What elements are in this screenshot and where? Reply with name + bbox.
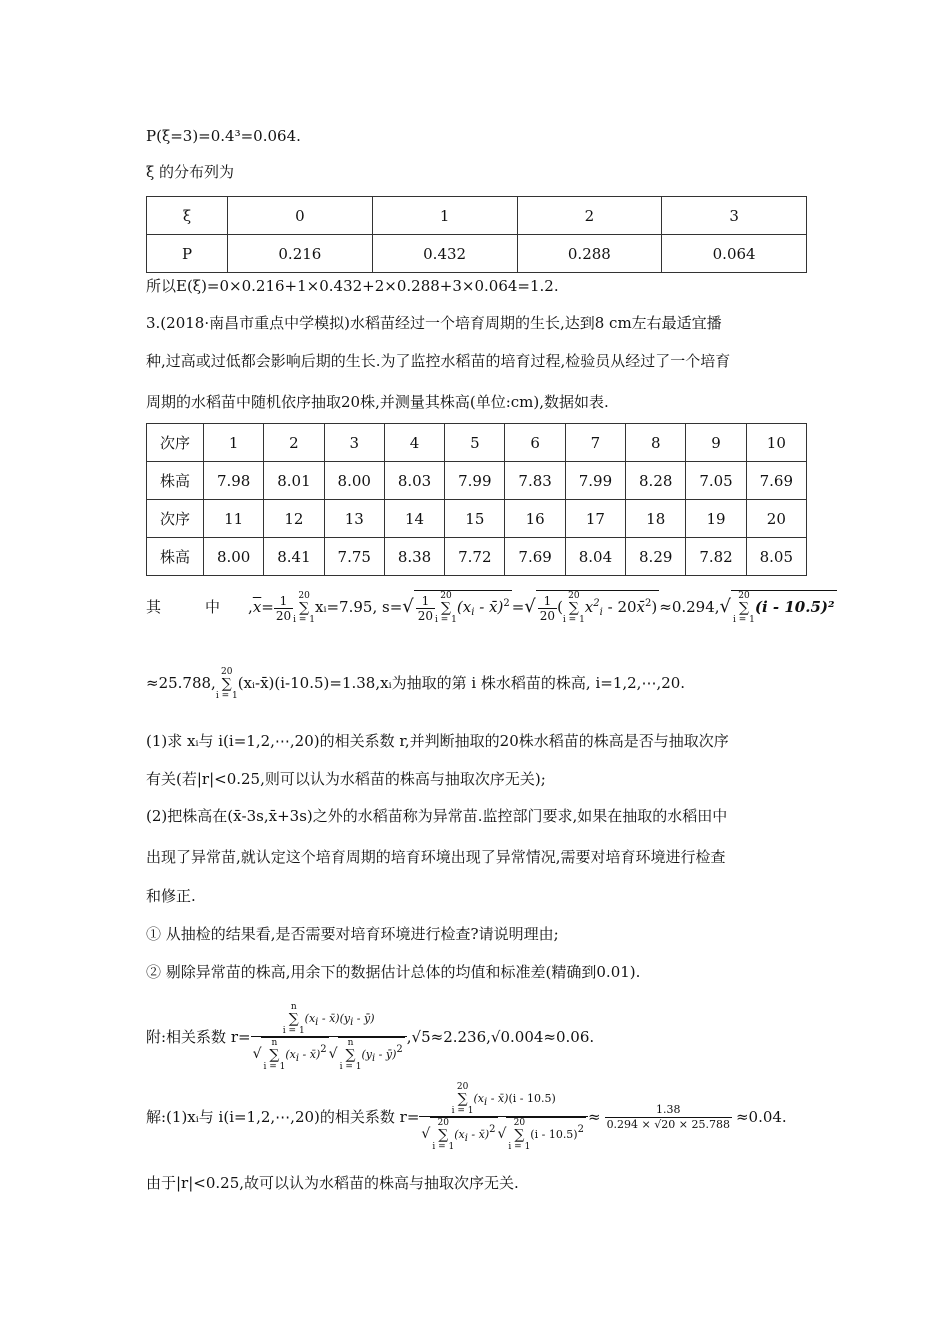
table-cell: 7.83 [505, 462, 565, 500]
subquestion-1-line-2: 有关(若|r|<0.25,则可以认为水稻苗的株高与抽取次序无关); [146, 770, 546, 788]
table-cell: 13 [324, 500, 384, 538]
fraction: $\frac{1}{20}$ [275, 593, 292, 623]
table-cell: 8.01 [264, 462, 324, 500]
table-cell: ξ [147, 197, 228, 235]
table-cell: 1 [204, 424, 264, 462]
table-cell: 0 [228, 197, 373, 235]
table-cell: 7 [565, 424, 625, 462]
table-cell: 7.72 [445, 538, 505, 576]
table-cell: 2 [517, 197, 662, 235]
solution-denominator: 0.294 × √20 × 25.788 [606, 1117, 730, 1131]
table-cell: 15 [445, 500, 505, 538]
subquestion-2-part-1: ① 从抽检的结果看,是否需要对培育环境进行检查?请说明理由; [146, 925, 559, 943]
subquestion-2-line-2: 出现了异常苗,就认定这个培育周期的培育环境出现了异常情况,需要对培育环境进行检查 [146, 848, 726, 866]
table-cell: 8.38 [384, 538, 444, 576]
table-cell: 7.82 [686, 538, 746, 576]
table-row [147, 462, 807, 500]
subquestion-2-line-3: 和修正. [146, 887, 196, 905]
table-cell: 8 [626, 424, 686, 462]
appendix-label: 附:相关系数 r= [146, 1028, 251, 1046]
sqrt-body: (i - 10.5)² [754, 598, 835, 616]
table-row [147, 500, 807, 538]
table-cell: 株高 [147, 462, 204, 500]
appendix-formula: 附:相关系数 r= n ∑ i = 1 (xi - x̄)(yi - ȳ) √ n ∑ i = 1 (xi - x̄)2 √ n ∑ i = 1 (yi - ȳ)2 ,√5≈2.236,√0.004≈0.06. [146, 1002, 595, 1072]
table-cell: 7.99 [445, 462, 505, 500]
approx-25: ≈25.788, [146, 674, 216, 692]
expectation-line: 所以E(ξ)=0×0.216+1×0.432+2×0.288+3×0.064=1.2. [146, 277, 559, 295]
table-cell: 8.00 [204, 538, 264, 576]
table-cell: 3 [324, 424, 384, 462]
formula-line-1: 其 中 $,\overline{x}=$ $\frac{1}{20}$ 20 ∑ i = 1 xᵢ=7.95, s=√ $\frac{1}{20}$ 20 ∑ i = 1 ($x_i$ - x̄)$^2$ =√ $\frac{1}{20}$ ( 20 ∑ i = 1 $x^2_i$ - 20x̄$^2$) ≈0.294,√ 20 ∑ i = 1 (i - 10.5)² [146, 591, 835, 625]
table-cell: 11 [204, 500, 264, 538]
solution-numerator: 1.38 [605, 1103, 732, 1118]
table-cell: 16 [505, 500, 565, 538]
table-cell: 8.00 [324, 462, 384, 500]
table-cell: 8.28 [626, 462, 686, 500]
table-cell: 14 [384, 500, 444, 538]
appendix-tail: ,√5≈2.236,√0.004≈0.06. [406, 1028, 595, 1046]
table-cell: P [147, 235, 228, 273]
table-cell: 2 [264, 424, 324, 462]
p-xi-3-line: P(ξ=3)=0.4³=0.064. [146, 127, 301, 145]
solution-tail: ≈0.04. [735, 1108, 787, 1126]
sum-symbol: 20 ∑ i = 1 [293, 591, 316, 625]
question-3-line-1: 3.(2018·南昌市重点中学模拟)水稻苗经过一个培育周期的生长,达到8 cm左右最适宜播 [146, 314, 722, 332]
solution-label: 解:(1)xᵢ与 i(i=1,2,⋯,20)的相关系数 r= [146, 1108, 420, 1126]
distribution-intro: ξ 的分布列为 [146, 163, 235, 181]
table-cell: 20 [746, 500, 806, 538]
subquestion-2-line-1: (2)把株高在(x̄-3s,x̄+3s)之外的水稻苗称为异常苗.监控部门要求,如果在抽取的水稻田中 [146, 807, 728, 825]
table-cell: 5 [445, 424, 505, 462]
height-table [146, 423, 807, 576]
table-cell: 8.29 [626, 538, 686, 576]
table-cell: 0.288 [517, 235, 662, 273]
subquestion-1-line-1: (1)求 xᵢ与 i(i=1,2,⋯,20)的相关系数 r,并判断抽取的20株水稻苗的株高是否与抽取次序 [146, 732, 729, 750]
table-cell: 7.05 [686, 462, 746, 500]
table-cell: 8.41 [264, 538, 324, 576]
table-cell: 8.03 [384, 462, 444, 500]
table-row [147, 538, 807, 576]
table-cell: 17 [565, 500, 625, 538]
table-cell: 8.04 [565, 538, 625, 576]
table-cell: 7.98 [204, 462, 264, 500]
sum-text: (xᵢ-x̄)(i-10.5)=1.38,xᵢ为抽取的第 i 株水稻苗的株高, i=1,2,⋯,20. [237, 674, 686, 692]
table-cell: 9 [686, 424, 746, 462]
question-3-line-2: 种,过高或过低都会影响后期的生长.为了监控水稻苗的培育过程,检验员从经过了一个培育 [146, 352, 731, 370]
question-3-line-3: 周期的水稻苗中随机依序抽取20株,并测量其株高(单位:cm),数据如表. [146, 393, 609, 411]
table-cell: 7.75 [324, 538, 384, 576]
table-cell: 7.69 [746, 462, 806, 500]
approx-text: ≈0.294, [659, 598, 720, 616]
mean-text: xᵢ=7.95, s= [315, 598, 403, 616]
table-cell: 10 [746, 424, 806, 462]
zhong-char: 中 [205, 598, 221, 616]
table-cell: 19 [686, 500, 746, 538]
table-row [147, 424, 807, 462]
table-cell: 4 [384, 424, 444, 462]
table-cell: 次序 [147, 424, 204, 462]
conclusion-line: 由于|r|<0.25,故可以认为水稻苗的株高与抽取次序无关. [146, 1174, 519, 1192]
qi-char: 其 [146, 598, 162, 616]
table-cell: 3 [662, 197, 807, 235]
table-cell: 7.99 [565, 462, 625, 500]
table-cell: 0.064 [662, 235, 807, 273]
table-cell: 7.69 [505, 538, 565, 576]
table-cell: 18 [626, 500, 686, 538]
table-cell: 0.216 [228, 235, 373, 273]
distribution-table [146, 196, 807, 273]
table-cell: 6 [505, 424, 565, 462]
table-cell: 0.432 [372, 235, 517, 273]
table-cell: 株高 [147, 538, 204, 576]
table-cell: 12 [264, 500, 324, 538]
table-cell: 1 [372, 197, 517, 235]
solution-formula: 解:(1)xᵢ与 i(i=1,2,⋯,20)的相关系数 r= 20 ∑ i = 1 (xi - x̄)(i - 10.5) √ 20 ∑ i = 1 (xi - x̄)2 √ 20 ∑ i = 1 (i - 10.5)2 ≈ $\frac{1.38}{0.294 \times √20 \times 25.788}$ ≈0.04. [146, 1082, 787, 1152]
table-cell: 次序 [147, 500, 204, 538]
table-cell: 8.05 [746, 538, 806, 576]
formula-line-2: ≈25.788, 20 ∑ i = 1 (xᵢ-x̄)(i-10.5)=1.38,xᵢ为抽取的第 i 株水稻苗的株高, i=1,2,⋯,20. [146, 667, 686, 701]
subquestion-2-part-2: ② 剔除异常苗的株高,用余下的数据估计总体的均值和标准差(精确到0.01). [146, 963, 641, 981]
